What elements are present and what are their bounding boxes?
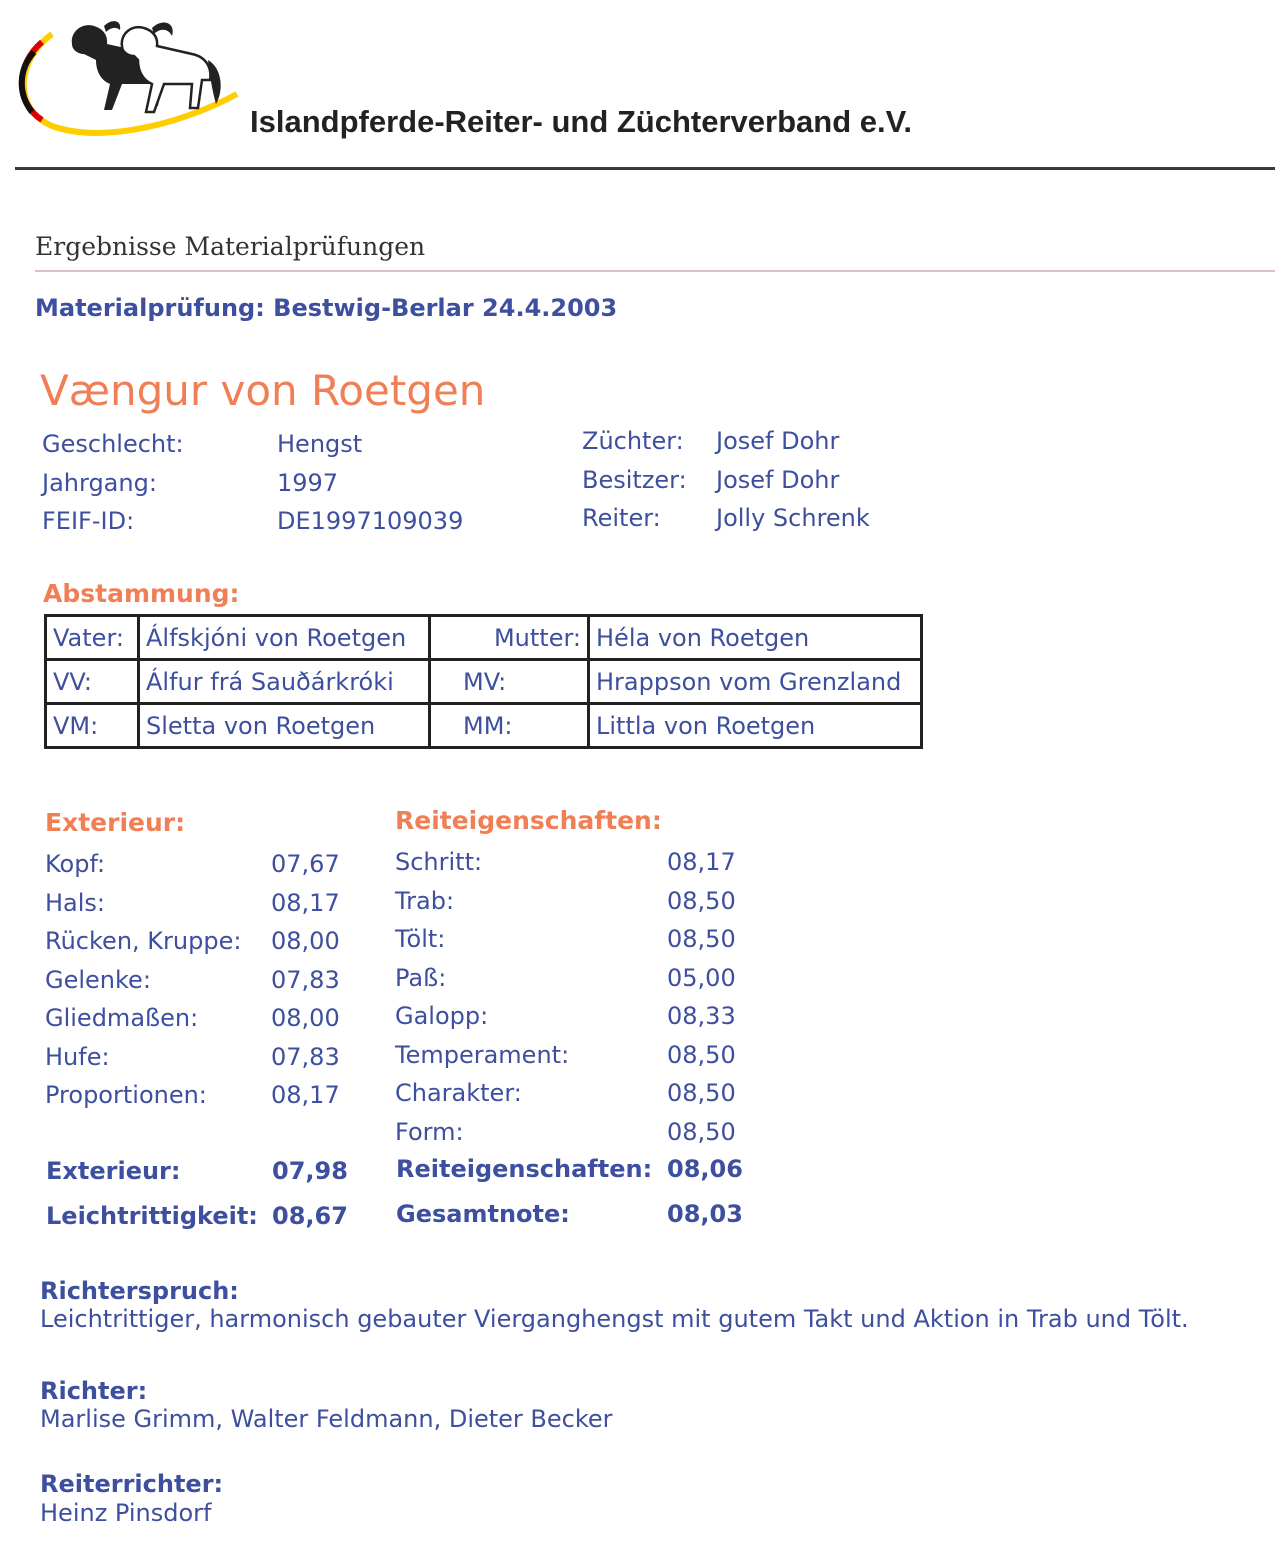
pedigree-value: Sletta von Roetgen xyxy=(139,704,430,748)
leichtrittigkeit-label: Leichtrittigkeit: xyxy=(46,1202,258,1230)
score-label: Hals: xyxy=(45,888,106,917)
reiterrichter-title: Reiterrichter: xyxy=(40,1470,224,1498)
pedigree-table xyxy=(44,614,923,749)
exterieur-total-value: 07,98 xyxy=(272,1157,348,1185)
page-subheader: Ergebnisse Materialprüfungen xyxy=(35,232,426,261)
reit-title: Reiteigenschaften: xyxy=(395,806,662,835)
info-value: 1997 xyxy=(277,469,339,497)
info-value: DE1997109039 xyxy=(277,507,464,535)
score-value: 08,50 xyxy=(667,1117,736,1146)
score-label: Charakter: xyxy=(395,1079,522,1107)
info-value: Jolly Schrenk xyxy=(716,504,870,532)
score-value: 08,17 xyxy=(271,1081,340,1109)
subheader-rule xyxy=(35,270,1275,272)
pedigree-title: Abstammung: xyxy=(43,579,240,608)
pedigree-value: Littla von Roetgen xyxy=(589,704,922,748)
info-label: Züchter: xyxy=(582,427,684,455)
pedigree-label: MM: xyxy=(430,704,589,748)
score-label: Gelenke: xyxy=(45,965,151,994)
pedigree-label: Vater: xyxy=(46,616,139,660)
pedigree-value: Héla von Roetgen xyxy=(589,616,922,660)
header-rule xyxy=(15,167,1275,170)
info-label: Geschlecht: xyxy=(42,430,184,458)
score-value: 08,17 xyxy=(667,848,736,876)
organization-name: Islandpferde-Reiter- und Züchterverband e.V. xyxy=(250,104,913,139)
score-label: Paß: xyxy=(395,963,447,992)
score-value: 08,00 xyxy=(271,1004,340,1032)
gesamtnote-value: 08,03 xyxy=(667,1200,743,1228)
info-label: FEIF-ID: xyxy=(42,507,135,535)
score-value: 07,83 xyxy=(271,965,340,994)
leichtrittigkeit-value: 08,67 xyxy=(272,1202,348,1230)
score-label: Gliedmaßen: xyxy=(45,1004,199,1032)
table-row xyxy=(46,660,922,704)
score-label: Temperament: xyxy=(395,1040,570,1069)
info-value: Josef Dohr xyxy=(716,466,840,494)
score-value: 07,67 xyxy=(271,850,340,878)
reiterrichter-text: Heinz Pinsdorf xyxy=(40,1499,212,1527)
richter-text: Marlise Grimm, Walter Feldmann, Dieter Becker xyxy=(40,1405,613,1433)
exterieur-total-label: Exterieur: xyxy=(46,1157,181,1185)
info-label: Reiter: xyxy=(582,504,661,532)
pedigree-label: VV: xyxy=(46,660,139,704)
pedigree-value: Álfskjóni von Roetgen xyxy=(139,616,430,660)
table-row xyxy=(46,616,922,660)
score-label: Schritt: xyxy=(395,848,483,876)
score-value: 08,50 xyxy=(667,925,736,953)
score-value: 05,00 xyxy=(667,963,736,992)
event-title: Materialprüfung: Bestwig-Berlar 24.4.2003 xyxy=(35,294,618,322)
reit-total-value: 08,06 xyxy=(667,1155,743,1183)
score-value: 08,33 xyxy=(667,1002,736,1030)
exterieur-title: Exterieur: xyxy=(45,808,186,837)
richter-title: Richter: xyxy=(40,1377,148,1405)
info-label: Besitzer: xyxy=(582,466,687,494)
score-value: 08,50 xyxy=(667,886,736,915)
score-label: Tölt: xyxy=(395,925,446,953)
score-label: Proportionen: xyxy=(45,1081,207,1109)
score-label: Form: xyxy=(395,1117,464,1146)
table-row xyxy=(46,704,922,748)
info-label: Jahrgang: xyxy=(42,469,157,497)
score-label: Kopf: xyxy=(45,850,106,878)
richterspruch-text: Leichtrittiger, harmonisch gebauter Vierganghengst mit gutem Takt und Aktion in Trab und Tölt. xyxy=(40,1305,1189,1333)
info-value: Hengst xyxy=(277,430,363,458)
score-value: 07,83 xyxy=(271,1042,340,1071)
pedigree-value: Hrappson vom Grenzland xyxy=(589,660,922,704)
richterspruch-title: Richterspruch: xyxy=(40,1277,239,1305)
score-label: Hufe: xyxy=(45,1042,110,1071)
score-label: Galopp: xyxy=(395,1002,489,1030)
score-value: 08,50 xyxy=(667,1079,736,1107)
horse-logo-icon xyxy=(12,14,242,139)
info-value: Josef Dohr xyxy=(716,427,840,455)
pedigree-label: MV: xyxy=(430,660,589,704)
score-value: 08,00 xyxy=(271,927,340,955)
score-label: Trab: xyxy=(395,886,455,915)
pedigree-label: Mutter: xyxy=(430,616,589,660)
horse-name: Vængur von Roetgen xyxy=(40,366,486,415)
reit-total-label: Reiteigenschaften: xyxy=(396,1155,653,1183)
score-label: Rücken, Kruppe: xyxy=(45,927,242,955)
score-value: 08,17 xyxy=(271,888,340,917)
pedigree-label: VM: xyxy=(46,704,139,748)
gesamtnote-label: Gesamtnote: xyxy=(396,1200,570,1228)
pedigree-value: Álfur frá Sauðárkróki xyxy=(139,660,430,704)
score-value: 08,50 xyxy=(667,1040,736,1069)
